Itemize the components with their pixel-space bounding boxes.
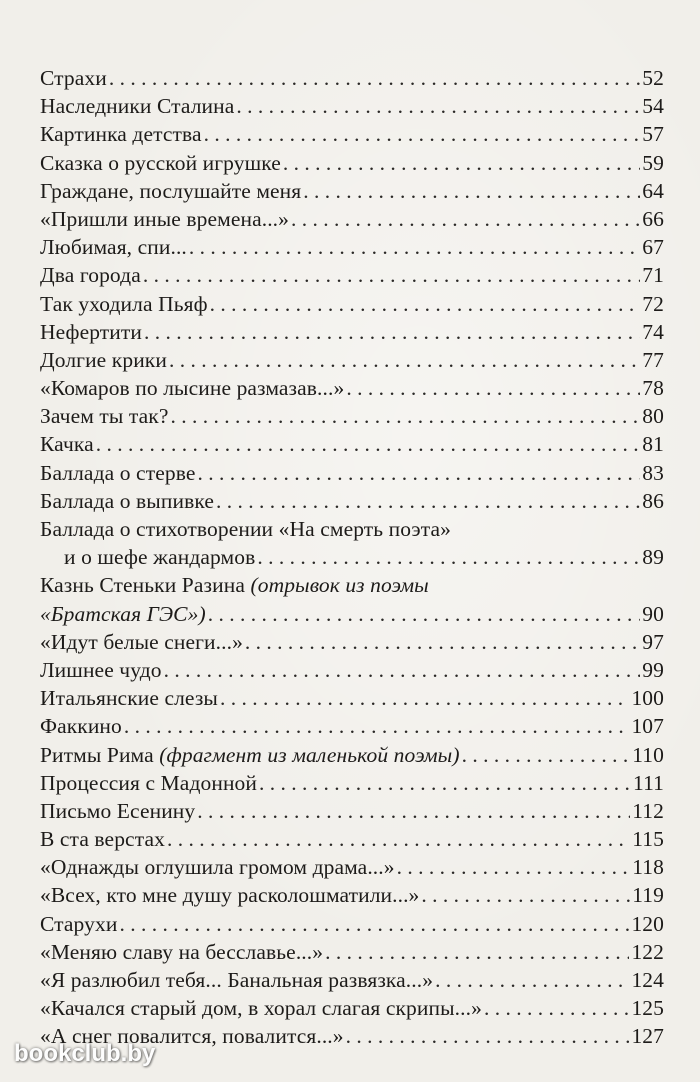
dot-leader	[435, 966, 629, 994]
dot-leader	[303, 177, 640, 205]
dot-leader	[259, 769, 631, 797]
toc-entry-title-text: Ритмы Рима	[40, 742, 154, 767]
toc-entry	[40, 910, 664, 938]
toc-entry-page-number: 119	[632, 883, 664, 908]
watermark: bookclub.by	[14, 1040, 156, 1067]
toc-entry	[40, 149, 664, 177]
toc-entry	[40, 684, 664, 712]
toc-entry-title-text: «Однажды оглушила громом драма...»	[40, 855, 395, 880]
toc-entry	[40, 64, 664, 92]
toc-entry-title	[40, 881, 419, 909]
toc-entry	[40, 966, 664, 994]
toc-entry-title	[40, 797, 195, 825]
dot-leader	[143, 261, 640, 289]
toc-entry-page-number: 78	[642, 376, 664, 401]
dot-leader	[169, 346, 640, 374]
toc-entry	[40, 487, 664, 515]
toc-entry-title	[40, 177, 301, 205]
dot-leader	[171, 402, 641, 430]
toc-entry-page-number: 110	[632, 742, 664, 767]
toc-entry-title	[40, 938, 323, 966]
toc-entry-title	[40, 346, 167, 374]
toc-entry-title-text: Зачем ты так?	[40, 404, 169, 429]
toc-entry-page-number: 89	[642, 545, 664, 570]
toc-entry-title-text: Нефертити	[40, 319, 142, 344]
toc-entry-page-number: 125	[631, 996, 664, 1021]
dot-leader	[346, 374, 640, 402]
dot-leader	[197, 459, 640, 487]
dot-leader	[96, 430, 641, 458]
dot-leader	[189, 233, 640, 261]
dot-leader	[197, 797, 630, 825]
toc-entry-title-text: «Всех, кто мне душу расколошматили...»	[40, 883, 420, 908]
toc-entry	[40, 205, 664, 233]
toc-entry-title	[40, 318, 142, 346]
dot-leader	[283, 149, 640, 177]
toc-entry	[40, 261, 664, 289]
toc-entry-title-text: Граждане, послушайте меня	[40, 178, 302, 203]
toc-entry-title	[40, 600, 206, 628]
toc-entry-page-number: 86	[642, 488, 664, 513]
toc-entry	[40, 459, 664, 487]
toc-entry-title-text: Любимая, спи...	[40, 235, 187, 260]
dot-leader	[257, 543, 640, 571]
toc-entry-title-text: Лишнее чудо	[40, 657, 162, 682]
toc-entry-title-text: «Меняю славу на бесславье...»	[40, 939, 324, 964]
toc-entry-title-text: Баллада о выпивке	[40, 488, 214, 513]
toc-entry-title-text: «Пришли иные времена...»	[40, 206, 289, 231]
toc-entry-title	[40, 853, 395, 881]
toc-entry-title	[40, 515, 451, 543]
toc-entry-title	[40, 628, 243, 656]
dot-leader	[109, 64, 640, 92]
toc-entry-page-number: 99	[642, 657, 664, 682]
toc-entry-title-text: «А снег повалится, повалится...»	[40, 1024, 344, 1049]
toc-entry-title-text: Наследники Сталина	[40, 94, 235, 119]
toc-entry-page-number: 122	[631, 939, 664, 964]
toc-entry-page-number: 57	[642, 122, 664, 147]
dot-leader	[220, 684, 629, 712]
toc-entry-page-number: 77	[642, 347, 664, 372]
dot-leader	[208, 600, 641, 628]
toc-entry	[40, 712, 664, 740]
toc-entry-title-text: Долгие крики	[40, 347, 167, 372]
toc-entry-title-text: Баллада о стерве	[40, 460, 196, 485]
toc-entry-page-number: 81	[642, 432, 664, 457]
toc-entry-title-text: «Идут белые снеги...»	[40, 629, 243, 654]
toc-entry-page-number: 83	[642, 460, 664, 485]
toc-entry-title	[40, 769, 257, 797]
toc-entry	[40, 797, 664, 825]
toc-entry-title-text: Казнь Стеньки Разина	[40, 573, 245, 598]
toc-entry-page-number: 74	[642, 319, 664, 344]
toc-entry	[40, 374, 664, 402]
toc-entry-title-text: Картинка детства	[40, 122, 202, 147]
dot-leader	[397, 853, 631, 881]
toc-entry-title-text: «Я разлюбил тебя... Банальная развязка...»	[40, 968, 434, 992]
toc-entry-title	[40, 374, 344, 402]
toc-entry	[40, 290, 664, 318]
toc-entry-title	[40, 459, 195, 487]
toc-entry	[40, 346, 664, 374]
toc-entry-page-number: 54	[642, 94, 664, 119]
toc-entry-title-text: Письмо Есенину	[40, 798, 196, 823]
toc-entry-title-text: Факкино	[40, 714, 122, 739]
toc-entry-page-number: 80	[642, 404, 664, 429]
toc-entry-title-text: Процессия с Мадонной	[40, 770, 257, 795]
toc-entry-title-text: «Комаров по лысине размазав...»	[40, 376, 345, 401]
toc-entry	[40, 233, 664, 261]
toc-entry	[40, 769, 664, 797]
dot-leader	[216, 487, 640, 515]
dot-leader	[421, 881, 630, 909]
dot-leader	[204, 120, 641, 148]
toc-entry-page-number: 64	[642, 178, 664, 203]
toc-entry-page-number: 100	[631, 686, 664, 711]
toc-entry-title-text: «Качался старый дом, в хорал слагая скрипы...»	[40, 996, 482, 1021]
toc-entry	[40, 628, 664, 656]
dot-leader	[245, 628, 640, 656]
toc-entry	[40, 938, 664, 966]
toc-entry-title	[40, 684, 218, 712]
dot-leader	[236, 92, 640, 120]
toc-entry-page-number: 52	[642, 66, 664, 90]
toc-entry-title	[40, 120, 202, 148]
toc-entry-page-number: 127	[631, 1024, 664, 1049]
toc-entry-page-number: 97	[642, 629, 664, 654]
toc-entry-page-number: 120	[631, 911, 664, 936]
toc-entry	[40, 656, 664, 684]
toc-entry-note: (отрывок из поэмы	[250, 573, 429, 598]
toc-entry-title	[40, 149, 281, 177]
dot-leader	[164, 656, 641, 684]
toc-entry-title-text: Страхи	[40, 66, 107, 90]
toc-entry-title	[64, 543, 255, 571]
toc-entry-title-text: В ста верстах	[40, 827, 165, 852]
toc-entry-title	[40, 994, 482, 1022]
toc-entry-title	[40, 825, 165, 853]
toc-entry-page-number: 90	[642, 601, 664, 626]
dot-leader	[346, 1022, 630, 1050]
toc-entry	[40, 571, 664, 599]
toc-entry-title	[40, 290, 208, 318]
dot-leader	[484, 994, 630, 1022]
toc-entry-page-number: 72	[642, 291, 664, 316]
toc-entry	[40, 853, 664, 881]
toc-entry	[40, 825, 664, 853]
toc-entry-title	[40, 487, 214, 515]
dot-leader	[119, 910, 629, 938]
dot-leader	[210, 290, 641, 318]
toc-entry-title-text: Сказка о русской игрушке	[40, 150, 281, 175]
toc-entry-title-text: Баллада о стихотворении «На смерть поэта»	[40, 517, 451, 541]
toc-entry-note: (фрагмент из маленькой поэмы)	[159, 742, 460, 767]
toc-entry-page-number: 111	[633, 770, 664, 795]
toc-entry-title-text: Так уходила Пьяф	[40, 291, 208, 316]
toc-entry-title	[40, 966, 433, 994]
toc-entry-title	[40, 571, 429, 599]
dot-leader	[462, 741, 631, 769]
toc-entry-title	[40, 712, 122, 740]
toc-entry-title	[40, 92, 234, 120]
toc-entry	[40, 994, 664, 1022]
toc-entry	[40, 177, 664, 205]
dot-leader	[124, 712, 630, 740]
toc-entry-title	[40, 430, 94, 458]
toc-entry-title-text: Старухи	[40, 911, 118, 936]
toc-entry-page-number: 124	[631, 968, 664, 992]
toc-entry	[40, 741, 664, 769]
toc-entry-title-text: Качка	[40, 432, 94, 457]
toc-entry-page-number: 112	[632, 798, 664, 823]
toc-entry-title	[40, 402, 169, 430]
toc-entry-page-number: 115	[632, 827, 664, 852]
toc-entry	[40, 92, 664, 120]
toc-entry	[40, 318, 664, 346]
toc-entry-title	[40, 910, 117, 938]
toc-entry-title-text: Два города	[40, 263, 141, 288]
toc-entry	[40, 881, 664, 909]
toc-entry-title	[40, 233, 187, 261]
toc-entry-title-text: Итальянские слезы	[40, 686, 218, 711]
toc-entry-page-number: 71	[642, 263, 664, 288]
toc-entry-title	[40, 261, 141, 289]
toc-entry	[40, 600, 664, 628]
dot-leader	[291, 205, 640, 233]
toc-entry	[40, 402, 664, 430]
table-of-contents	[40, 64, 664, 1051]
toc-entry-title	[40, 64, 107, 92]
toc-entry-title	[40, 656, 162, 684]
toc-entry-note: «Братская ГЭС»)	[40, 601, 206, 626]
dot-leader	[144, 318, 640, 346]
toc-entry	[40, 430, 664, 458]
toc-entry	[40, 543, 664, 571]
toc-entry-title	[40, 741, 460, 769]
toc-entry-page-number: 107	[631, 714, 664, 739]
toc-entry-page-number: 66	[642, 206, 664, 231]
toc-entry-title	[40, 205, 289, 233]
dot-leader	[167, 825, 630, 853]
toc-entry-title-text: и о шефе жандармов	[64, 545, 256, 570]
toc-entry-page-number: 118	[632, 855, 664, 880]
dot-leader	[325, 938, 629, 966]
toc-entry-page-number: 67	[642, 235, 664, 260]
toc-entry	[40, 120, 664, 148]
toc-entry	[40, 515, 664, 543]
toc-entry-page-number: 59	[642, 150, 664, 175]
